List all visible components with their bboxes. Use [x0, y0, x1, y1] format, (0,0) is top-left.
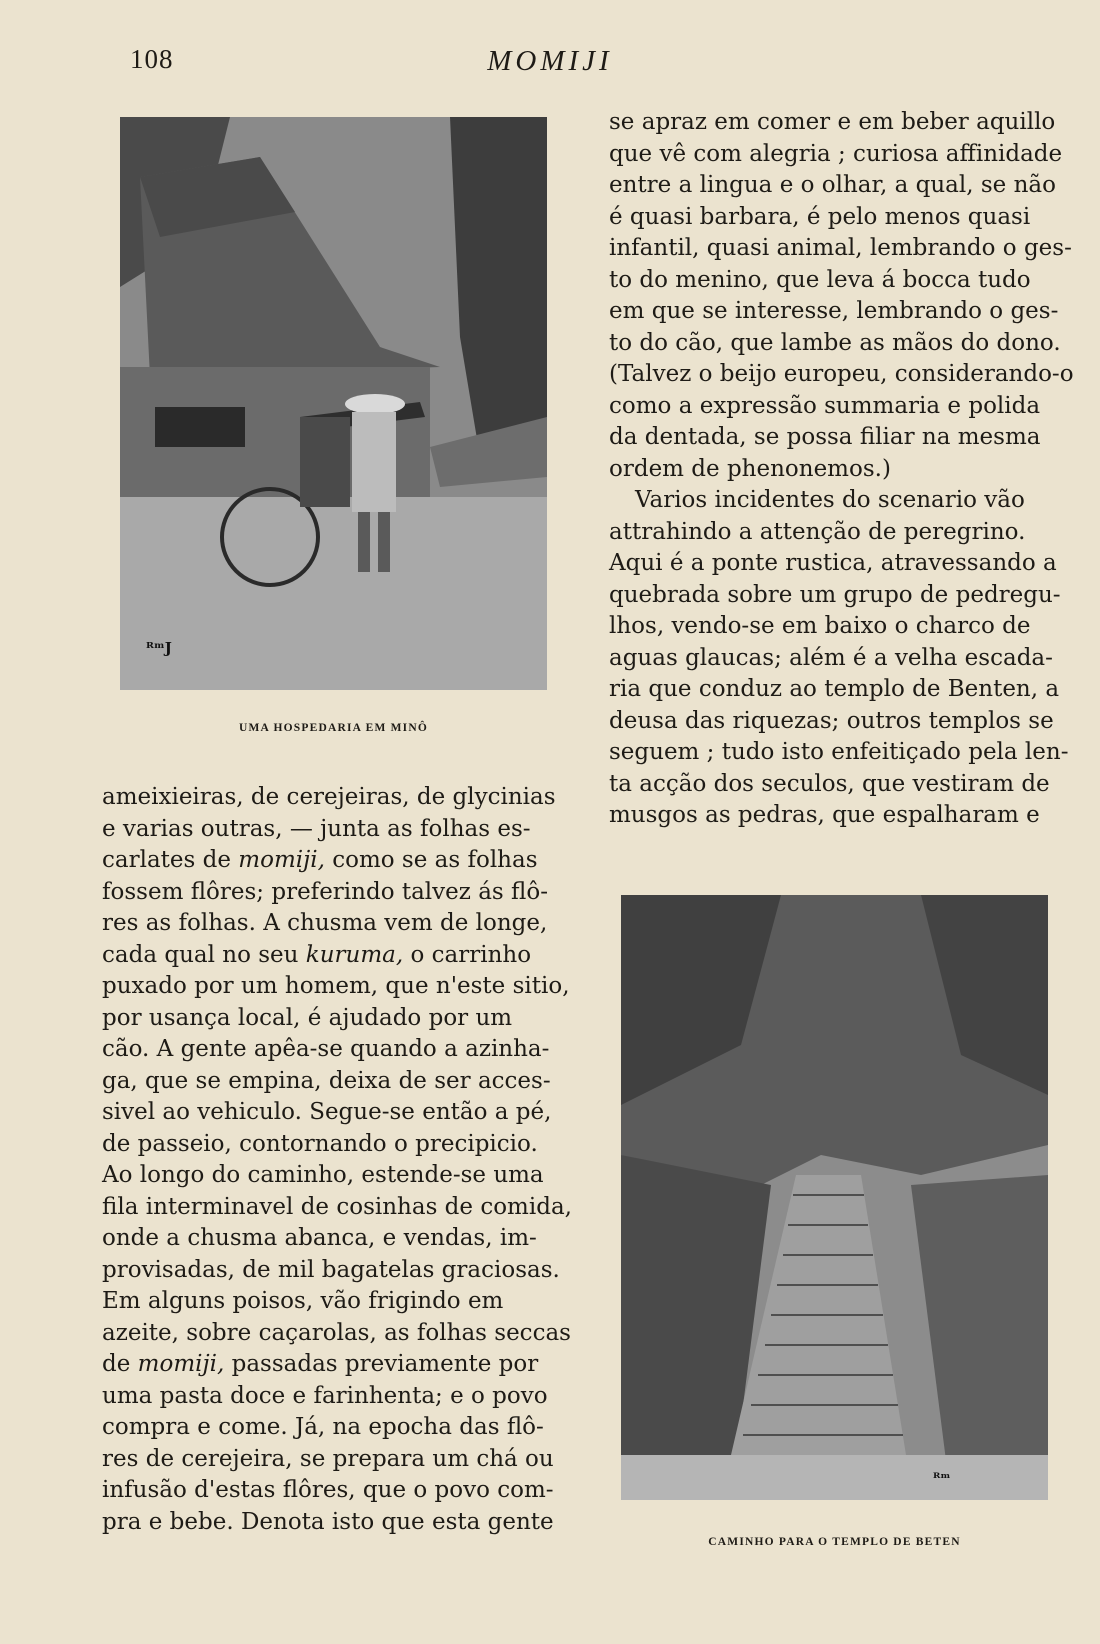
text-line: em que se interesse, lembrando o ges- [609, 298, 1059, 324]
text-line: res as folhas. A chusma vem de longe, [102, 910, 548, 936]
text-line: compra e come. Já, na epocha das flô- [102, 1414, 544, 1440]
text-line: onde a chusma abanca, e vendas, im- [102, 1225, 537, 1251]
text-line: aguas glaucas; além é a velha escada- [609, 644, 1053, 671]
page-number: 108 [130, 44, 174, 74]
text-line: ordem de phenonemos.) [609, 455, 891, 482]
right-column-text [609, 107, 1074, 832]
text-line [102, 1349, 562, 1381]
text-line [102, 940, 562, 972]
text-line: entre a lingua e o olhar, a qual, se não [609, 172, 1056, 198]
text-line: uma pasta doce e farinhenta; e o povo [102, 1382, 548, 1409]
text-line: ameixieiras, de cerejeiras, de glycinias [102, 784, 556, 810]
text-line: que vê com alegria ; curiosa affinidade [609, 140, 1063, 167]
text-run: carlates de [102, 847, 239, 873]
photo-1-caption: UMA HOSPEDARIA EM MINÔ [238, 722, 428, 734]
text-line: da dentada, se possa filiar na mesma [609, 424, 1041, 450]
text-line: fila interminavel de cosinhas de comida, [102, 1193, 572, 1220]
text-line: por usança local, é ajudado por um [102, 1004, 513, 1031]
text-line: puxado por um homem, que n'este sitio, [102, 973, 570, 999]
photo-stairs-illustration [621, 895, 1048, 1500]
text-line: musgos as pedras, que espalharam e [609, 802, 1040, 828]
text-run: passadas previamente por [224, 1351, 539, 1377]
text-line: azeite, sobre caçarolas, as folhas seccas [102, 1319, 571, 1346]
text-line: res de cerejeira, se prepara um chá ou [102, 1445, 554, 1472]
photo-1-signature: ᴿᵐJ [146, 639, 172, 657]
italic-term: momiji, [238, 847, 325, 873]
text-run: cada qual no seu [102, 941, 306, 968]
photo-inn-mino [120, 117, 547, 690]
text-line: de passeio, contornando o precipicio. [102, 1130, 538, 1157]
italic-term: kuruma, [305, 941, 404, 968]
left-column-text [102, 782, 572, 1538]
text-line: fossem flôres; preferindo talvez ás flô- [102, 878, 548, 905]
text-line: seguem ; tudo isto enfeitiçado pela len- [609, 739, 1069, 765]
text-line: Em alguns poisos, vão frigindo em [102, 1288, 504, 1314]
text-line: pra e bebe. Denota isto que esta gente [102, 1508, 554, 1535]
photo-2-signature: ᴿᵐ [933, 1471, 951, 1487]
text-line: se apraz em comer e em beber aquillo [609, 109, 1056, 135]
text-line: to do menino, que leva á bocca tudo [609, 266, 1031, 293]
text-line: deusa das riquezas; outros templos se [609, 707, 1054, 734]
text-line: e varias outras, — junta as folhas es- [102, 815, 531, 842]
text-line: attrahindo a attenção de peregrino. [609, 518, 1026, 545]
text-line: (Talvez o beijo europeu, considerando-o [609, 361, 1074, 387]
text-line: provisadas, de mil bagatelas graciosas. [102, 1256, 560, 1283]
text-line: infantil, quasi animal, lembrando o ges- [609, 235, 1072, 261]
text-line: ria que conduz ao templo de Benten, a [609, 676, 1060, 702]
photo-2-caption: CAMINHO PARA O TEMPLO DE BETEN [708, 1536, 961, 1548]
text-run: o carrinho [403, 941, 532, 968]
text-line: sivel ao vehiculo. Segue-se então a pé, [102, 1099, 552, 1125]
text-line: lhos, vendo-se em baixo o charco de [609, 613, 1031, 639]
text-run: como se as folhas [324, 847, 538, 873]
text-line: ga, que se empina, deixa de ser acces- [102, 1067, 551, 1094]
text-line: infusão d'estas flôres, que o povo com- [102, 1477, 554, 1503]
text-line: como a expressão summaria e polida [609, 392, 1041, 419]
text-line: é quasi barbara, é pelo menos quasi [609, 203, 1031, 230]
text-line: cão. A gente apêa-se quando a azinha- [102, 1036, 550, 1062]
running-head: MOMIJI [487, 45, 613, 77]
text-line: Aqui é a ponte rustica, atravessando a [609, 550, 1057, 576]
photo-temple-path [621, 895, 1048, 1500]
text-line: quebrada sobre um grupo de pedregu- [609, 581, 1061, 608]
photo-inn-illustration [120, 117, 547, 690]
italic-term: momiji, [137, 1351, 225, 1377]
text-line: Varios incidentes do scenario vão [635, 487, 1025, 513]
text-line [102, 845, 562, 877]
text-run: de [102, 1351, 138, 1377]
text-line: to do cão, que lambe as mãos do dono. [609, 329, 1061, 356]
text-line: Ao longo do caminho, estende-se uma [102, 1162, 544, 1188]
text-line: ta acção dos seculos, que vestiram de [609, 770, 1050, 797]
